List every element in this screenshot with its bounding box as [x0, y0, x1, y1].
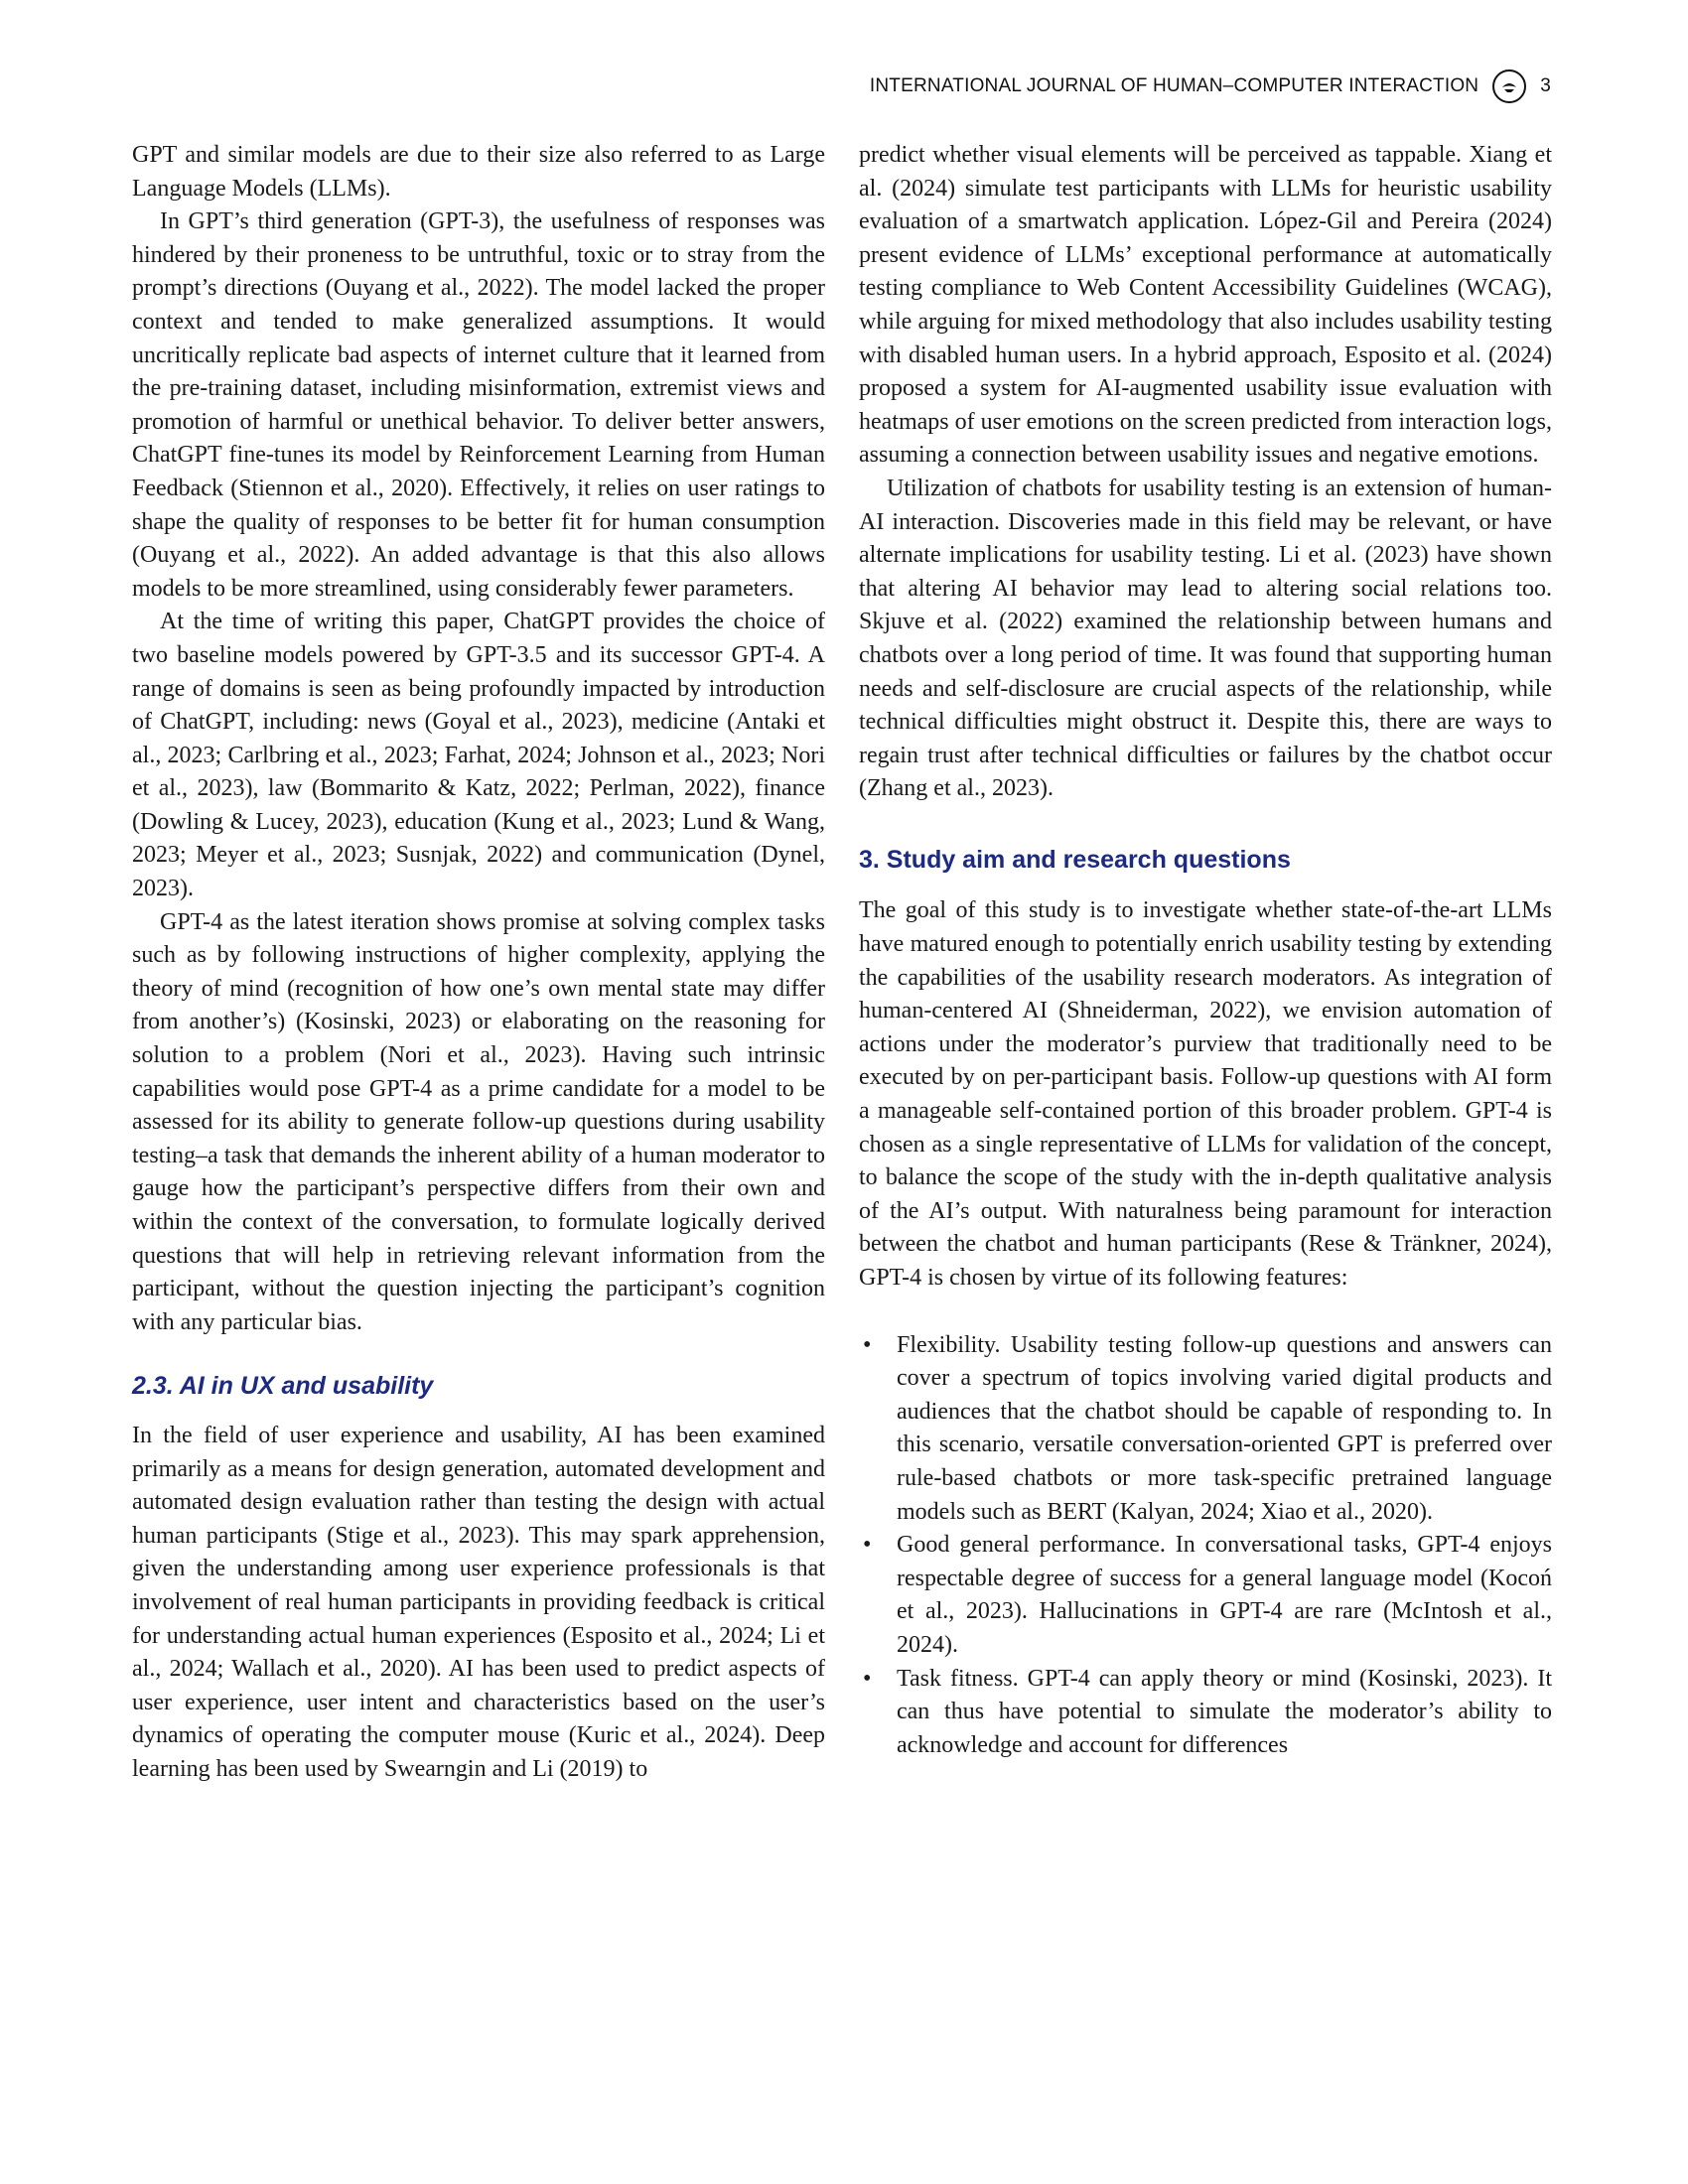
paragraph: GPT and similar models are due to their size also referred to as Large Language Models (LLMs).: [132, 142, 825, 202]
paragraph: In the field of user experience and usability, AI has been examined primarily as a means for design generation, automated development and automated design evaluation rather than testing the design with actual human participants (Stige et al., 2023). This may spark apprehension, given the understanding among user experience professionals is that involvement of real human participants in providing feedback is critical for understanding actual human experiences (Esposito et al., 2024; Li et al., 2024; Wallach et al., 2020). AI has been used to predict aspects of user experience, user intent and characteristics based on the user’s dynamics of operating the computer mouse (Kuric et al., 2024). Deep learning has been used by Swearngin and Li (2019) to: [132, 1422, 825, 1782]
running-header: [870, 69, 1551, 103]
right-column: [859, 139, 1552, 1762]
list-item: • Flexibility. Usability testing follow-up questions and answers can cover a spectrum of topics involving varied digital products and audiences that the chatbot should be capable of responding to. In this scenario, versatile conversation-oriented GPT is preferred over rule-based chatbots or more task-specific pretrained language models such as BERT (Kalyan, 2024; Xiao et al., 2020).: [859, 1329, 1552, 1530]
publisher-logo-icon: [1492, 69, 1526, 103]
paragraph: In GPT’s third generation (GPT-3), the usefulness of responses was hindered by their proneness to be untruthful, toxic or to stray from the prompt’s directions (Ouyang et al., 2022). The model lacked the proper context and tended to make generalized assumptions. It would uncritically replicate bad aspects of internet culture that it learned from the pre-training dataset, including misinformation, extremist views and promotion of harmful or unethical behavior. To deliver better answers, ChatGPT fine-tunes its model by Reinforcement Learning from Human Feedback (Stiennon et al., 2020). Effectively, it relies on user ratings to shape the quality of responses to be better fit for human consumption (Ouyang et al., 2022). An added advantage is that this also allows models to be more streamlined, using considerably fewer parameters.: [132, 208, 825, 602]
section-heading: 2.3. AI in UX and usability: [132, 1372, 434, 1401]
paragraph: GPT-4 as the latest iteration shows promise at solving complex tasks such as by following instructions of higher complexity, applying the theory of mind (recognition of how one’s own mental state may differ from another’s) (Kosinski, 2023) or elaborating on the reasoning for solution to a problem (Nori et al., 2023). Having such intrinsic capabilities would pose GPT-4 as a prime candidate for a model to be assessed for its ability to generate follow-up questions during usability testing–a task that demands the inherent ability of a human moderator to gauge how the participant’s perspective differs from their own and within the context of the conversation, to formulate logically derived questions that will help in retrieving relevant information from the participant, without the question injecting the participant’s cognition with any particular bias.: [132, 908, 825, 1335]
paragraph: predict whether visual elements will be perceived as tappable. Xiang et al. (2024) simulate test participants with LLMs for heuristic usability evaluation of a smartwatch application. López-Gil and Pereira (2024) present evidence of LLMs’ exceptional performance at automatically testing compliance to Web Content Accessibility Guidelines (WCAG), while arguing for mixed methodology that also includes usability testing with disabled human users. In a hybrid approach, Esposito et al. (2024) proposed a system for AI-augmented usability issue evaluation with heatmaps of user emotions on the screen predicted from interaction logs, assuming a connection between usability issues and negative emotions.: [859, 142, 1552, 469]
paragraph: The goal of this study is to investigate whether state-of-the-art LLMs have matured enough to potentially enrich usability testing by extending the capabilities of the usability research moderators. As integration of human-centered AI (Shneiderman, 2022), we envision automation of actions under the moderator’s purview that traditionally need to be executed by on per-participant basis. Follow-up questions with AI form a manageable self-contained portion of this broader problem. GPT-4 is chosen as a single representative of LLMs for validation of the concept, to balance the scope of the study with the in-depth qualitative analysis of the AI’s output. With naturalness being paramount for interaction between the chatbot and human participants (Rese & Tränkner, 2024), GPT-4 is chosen by virtue of its following features:: [859, 897, 1552, 1291]
journal-title: INTERNATIONAL JOURNAL OF HUMAN–COMPUTER INTERACTION: [869, 75, 1479, 96]
feature-list: [859, 1329, 1552, 1763]
list-item: • Good general performance. In conversational tasks, GPT-4 enjoys respectable degree of success for a general language model (Kocoń et al., 2023). Hallucinations in GPT-4 are rare (McIntosh et al., 2024).: [859, 1529, 1552, 1662]
paragraph: At the time of writing this paper, ChatGPT provides the choice of two baseline models powered by GPT-3.5 and its successor GPT-4. A range of domains is seen as being profoundly impacted by introduction of ChatGPT, including: news (Goyal et al., 2023), medicine (Antaki et al., 2023; Carlbring et al., 2023; Farhat, 2024; Johnson et al., 2023; Nori et al., 2023), law (Bommarito & Katz, 2022; Perlman, 2022), finance (Dowling & Lucey, 2023), education (Kung et al., 2023; Lund & Wang, 2023; Meyer et al., 2023; Susnjak, 2022) and communication (Dynel, 2023).: [132, 609, 825, 902]
page-number: 3: [1540, 75, 1551, 96]
section-heading: 3. Study aim and research questions: [859, 845, 1291, 874]
left-column: [132, 139, 825, 1787]
paragraph: Utilization of chatbots for usability testing is an extension of human-AI interaction. Discoveries made in this field may be relevant, or have alternate implications for usability testing. Li et al. (2023) have shown that altering AI behavior may lead to altering social relations too. Skjuve et al. (2022) examined the relationship between humans and chatbots over a long period of time. It was found that supporting human needs and self-disclosure are crucial aspects of the relationship, while technical difficulties might obstruct it. Despite this, there are ways to regain trust after technical difficulties or failures by the chatbot occur (Zhang et al., 2023).: [859, 475, 1552, 802]
list-item: • Task fitness. GPT-4 can apply theory or mind (Kosinski, 2023). It can thus have potential to simulate the moderator’s ability to acknowledge and account for differences: [859, 1663, 1552, 1763]
